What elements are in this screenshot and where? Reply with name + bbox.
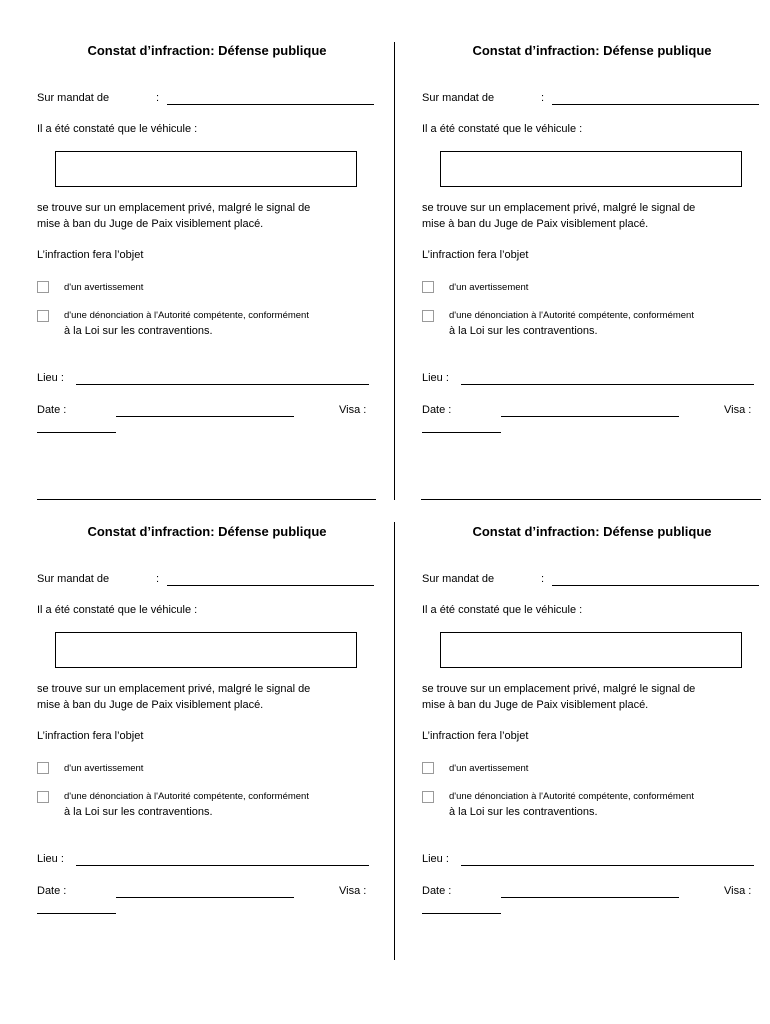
- mandate-field[interactable]: [552, 104, 759, 105]
- vehicle-label: Il a été constaté que le véhicule :: [37, 123, 198, 135]
- vehicle-plate-field[interactable]: [55, 632, 357, 668]
- column-divider-bottom: [394, 522, 395, 960]
- mandate-label: Sur mandat de: [37, 573, 110, 585]
- visa-label: Visa :: [724, 404, 752, 416]
- lieu-label: Lieu :: [422, 853, 449, 865]
- denunciation-label-line1: d'une dénonciation à l'Autorité compétente, conformément: [64, 791, 309, 802]
- infraction-label: L’infraction fera l’objet: [422, 249, 529, 261]
- form-panel-top-right: [422, 43, 762, 513]
- form-title: Constat d’infraction: Défense publique: [87, 43, 327, 58]
- vehicle-label: Il a été constaté que le véhicule :: [37, 604, 198, 616]
- visa-field[interactable]: [37, 913, 116, 914]
- lieu-field[interactable]: [461, 865, 754, 866]
- denunciation-label-line1: d'une dénonciation à l'Autorité compétente, conformément: [449, 310, 694, 321]
- infraction-label: L’infraction fera l’objet: [37, 249, 144, 261]
- mandate-colon: :: [541, 573, 545, 585]
- warning-label: d'un avertissement: [449, 763, 529, 774]
- infraction-label: L’infraction fera l’objet: [422, 730, 529, 742]
- mandate-colon: :: [156, 573, 160, 585]
- denunciation-checkbox[interactable]: [37, 791, 49, 803]
- column-divider-top: [394, 42, 395, 500]
- location-text-line2: mise à ban du Juge de Paix visiblement placé.: [422, 699, 649, 711]
- location-text-line2: mise à ban du Juge de Paix visiblement placé.: [37, 699, 264, 711]
- vehicle-label: Il a été constaté que le véhicule :: [422, 123, 583, 135]
- visa-label: Visa :: [339, 885, 367, 897]
- date-label: Date :: [37, 404, 67, 416]
- vehicle-plate-field[interactable]: [440, 151, 742, 187]
- date-label: Date :: [37, 885, 67, 897]
- visa-field[interactable]: [37, 432, 116, 433]
- mandate-colon: :: [541, 92, 545, 104]
- denunciation-label-line1: d'une dénonciation à l'Autorité compétente, conformément: [64, 310, 309, 321]
- infraction-label: L’infraction fera l’objet: [37, 730, 144, 742]
- date-label: Date :: [422, 404, 452, 416]
- denunciation-checkbox[interactable]: [422, 310, 434, 322]
- location-text-line2: mise à ban du Juge de Paix visiblement placé.: [37, 218, 264, 230]
- vehicle-label: Il a été constaté que le véhicule :: [422, 604, 583, 616]
- date-field[interactable]: [501, 416, 679, 417]
- form-panel-bottom-left: [37, 524, 377, 994]
- date-label: Date :: [422, 885, 452, 897]
- warning-checkbox[interactable]: [37, 762, 49, 774]
- warning-label: d'un avertissement: [64, 763, 144, 774]
- date-field[interactable]: [501, 897, 679, 898]
- visa-label: Visa :: [724, 885, 752, 897]
- mandate-field[interactable]: [552, 585, 759, 586]
- location-text-line1: se trouve sur un emplacement privé, malgré le signal de: [37, 202, 311, 214]
- denunciation-label-line2: à la Loi sur les contraventions.: [449, 325, 598, 337]
- lieu-field[interactable]: [76, 384, 369, 385]
- lieu-label: Lieu :: [37, 372, 64, 384]
- denunciation-label-line2: à la Loi sur les contraventions.: [449, 806, 598, 818]
- denunciation-label-line2: à la Loi sur les contraventions.: [64, 325, 213, 337]
- denunciation-checkbox[interactable]: [37, 310, 49, 322]
- form-title: Constat d’infraction: Défense publique: [87, 524, 327, 539]
- form-title: Constat d’infraction: Défense publique: [472, 524, 712, 539]
- lieu-field[interactable]: [76, 865, 369, 866]
- warning-checkbox[interactable]: [422, 762, 434, 774]
- vehicle-plate-field[interactable]: [55, 151, 357, 187]
- mandate-field[interactable]: [167, 585, 374, 586]
- form-panel-top-left: [37, 43, 377, 513]
- location-text-line1: se trouve sur un emplacement privé, malgré le signal de: [37, 683, 311, 695]
- denunciation-label-line1: d'une dénonciation à l'Autorité compétente, conformément: [449, 791, 694, 802]
- form-title: Constat d’infraction: Défense publique: [472, 43, 712, 58]
- location-text-line2: mise à ban du Juge de Paix visiblement placé.: [422, 218, 649, 230]
- visa-field[interactable]: [422, 913, 501, 914]
- mandate-colon: :: [156, 92, 160, 104]
- form-panel-bottom-right: [422, 524, 762, 994]
- visa-field[interactable]: [422, 432, 501, 433]
- date-field[interactable]: [116, 897, 294, 898]
- warning-label: d'un avertissement: [64, 282, 144, 293]
- location-text-line1: se trouve sur un emplacement privé, malgré le signal de: [422, 683, 696, 695]
- lieu-label: Lieu :: [422, 372, 449, 384]
- warning-checkbox[interactable]: [37, 281, 49, 293]
- visa-label: Visa :: [339, 404, 367, 416]
- warning-label: d'un avertissement: [449, 282, 529, 293]
- mandate-label: Sur mandat de: [37, 92, 110, 104]
- warning-checkbox[interactable]: [422, 281, 434, 293]
- mandate-field[interactable]: [167, 104, 374, 105]
- denunciation-label-line2: à la Loi sur les contraventions.: [64, 806, 213, 818]
- date-field[interactable]: [116, 416, 294, 417]
- mandate-label: Sur mandat de: [422, 573, 495, 585]
- lieu-field[interactable]: [461, 384, 754, 385]
- mandate-label: Sur mandat de: [422, 92, 495, 104]
- denunciation-checkbox[interactable]: [422, 791, 434, 803]
- lieu-label: Lieu :: [37, 853, 64, 865]
- location-text-line1: se trouve sur un emplacement privé, malgré le signal de: [422, 202, 696, 214]
- vehicle-plate-field[interactable]: [440, 632, 742, 668]
